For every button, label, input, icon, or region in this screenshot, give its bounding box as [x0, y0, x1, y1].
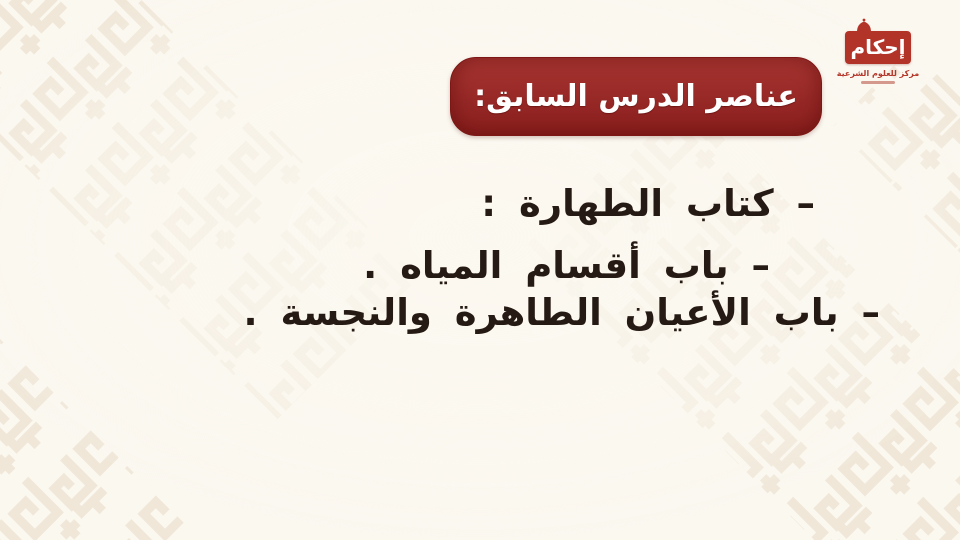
logo-square [845, 31, 911, 64]
lesson-item-kitab-altahara: – كتاب الطهارة : [481, 182, 815, 225]
lesson-item-bab-alayan: – باب الأعيان الطاهرة والنجسة . [243, 291, 880, 334]
logo-tagline-bar [861, 81, 895, 84]
logo-subtitle: مركز للعلوم الشرعية [836, 69, 920, 78]
mosque-dome-icon [854, 18, 874, 33]
logo-wordmark: إحكام [850, 35, 906, 59]
lesson-item-bab-aqsam-almiyah: – باب أقسام المياه . [363, 244, 770, 287]
ehkam-logo [830, 18, 926, 84]
lesson-title-text: عناصر الدرس السابق: [474, 79, 798, 114]
lesson-title-banner [450, 57, 822, 136]
